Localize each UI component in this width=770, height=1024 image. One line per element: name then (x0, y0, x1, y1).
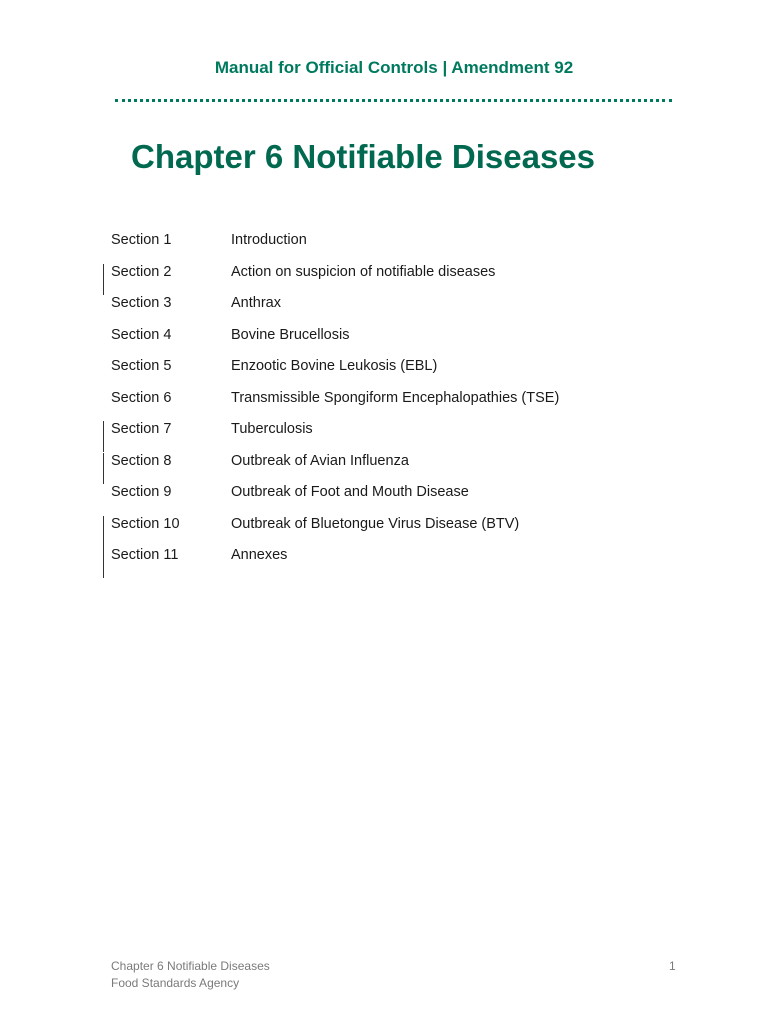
toc-row[interactable] (0, 230, 770, 254)
toc-section-number: Section 4 (111, 327, 172, 343)
toc-section-number: Section 5 (111, 358, 172, 374)
toc-section-number: Section 3 (111, 295, 172, 311)
toc-section-number: Section 2 (111, 264, 172, 280)
chapter-title: Chapter 6 Notifiable Diseases (131, 138, 595, 175)
toc-row[interactable] (0, 419, 770, 443)
header-dotted-rule (115, 99, 672, 102)
toc-row[interactable] (0, 325, 770, 349)
toc-section-number: Section 11 (111, 547, 179, 563)
footer-chapter-name: Chapter 6 Notifiable Diseases (111, 959, 270, 973)
toc-row[interactable] (0, 388, 770, 412)
toc-section-number: Section 7 (111, 421, 172, 437)
toc-section-title[interactable]: Transmissible Spongiform Encephalopathies (TSE) (231, 390, 560, 406)
toc-section-title[interactable]: Action on suspicion of notifiable diseases (231, 264, 496, 280)
footer-organization: Food Standards Agency (111, 976, 240, 990)
revision-change-bar (103, 421, 104, 452)
toc-section-title[interactable]: Anthrax (231, 295, 281, 311)
revision-change-bar (103, 264, 104, 295)
toc-row[interactable] (0, 262, 770, 286)
toc-section-title[interactable]: Outbreak of Bluetongue Virus Disease (BTV) (231, 516, 520, 532)
toc-section-title[interactable]: Introduction (231, 232, 307, 248)
toc-section-number: Section 9 (111, 484, 172, 500)
toc-row[interactable] (0, 293, 770, 317)
footer-page-number: 1 (669, 959, 676, 973)
toc-section-number: Section 10 (111, 516, 180, 532)
toc-row[interactable] (0, 451, 770, 475)
toc-row[interactable] (0, 514, 770, 538)
toc-row[interactable] (0, 356, 770, 380)
toc-section-title[interactable]: Enzootic Bovine Leukosis (EBL) (231, 358, 438, 374)
toc-section-title[interactable]: Bovine Brucellosis (231, 327, 350, 343)
header-title: Manual for Official Controls | Amendment 92 (214, 58, 574, 77)
revision-change-bar (103, 516, 104, 547)
toc-section-number: Section 6 (111, 390, 172, 406)
toc-section-title[interactable]: Annexes (231, 547, 288, 563)
revision-change-bar (103, 547, 104, 578)
toc-section-title[interactable]: Outbreak of Foot and Mouth Disease (231, 484, 469, 500)
revision-change-bar (103, 453, 104, 484)
toc-section-title[interactable]: Tuberculosis (231, 421, 313, 437)
toc-section-number: Section 8 (111, 453, 172, 469)
toc-row[interactable] (0, 482, 770, 506)
toc-section-number: Section 1 (111, 232, 172, 248)
toc-row[interactable] (0, 545, 770, 569)
footer (111, 958, 270, 992)
toc-section-title[interactable]: Outbreak of Avian Influenza (231, 453, 409, 469)
